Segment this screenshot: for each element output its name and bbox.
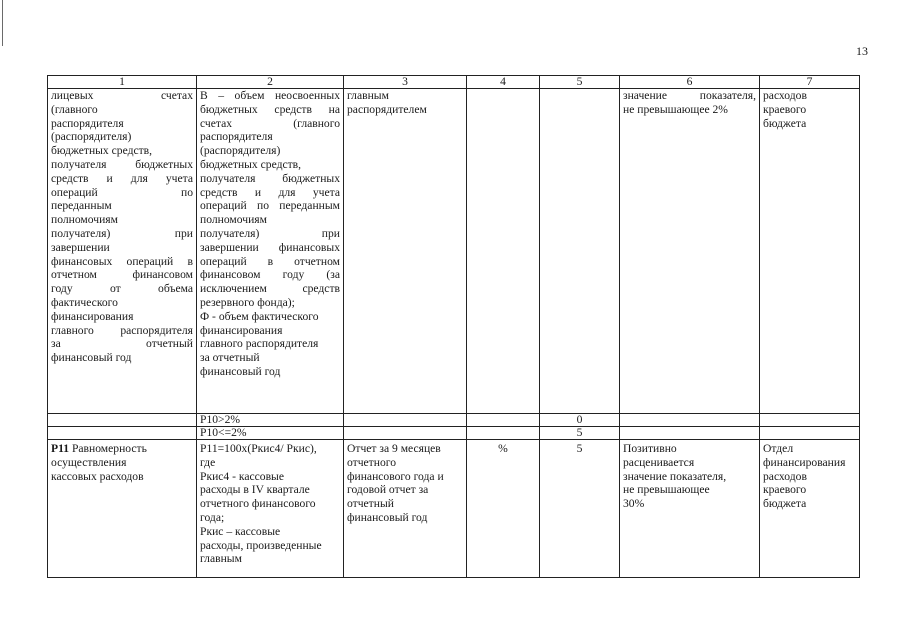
empty-cell	[48, 427, 197, 440]
text-line: средств и для учета	[200, 185, 340, 199]
line-group	[200, 89, 340, 379]
text-line: полномочиям	[200, 213, 267, 227]
source-cell	[344, 440, 467, 578]
responsible-cell	[760, 440, 860, 578]
text-line: отчетном финансовом	[51, 268, 193, 282]
header-cell: 1	[48, 76, 197, 89]
source-cell	[344, 89, 467, 414]
text-line: отчетный	[347, 497, 394, 511]
header-cell: 3	[344, 76, 467, 89]
text-line: исключением средств	[200, 282, 340, 296]
unit-cell	[467, 89, 540, 414]
table-row	[48, 89, 860, 414]
text-line: где	[200, 455, 216, 469]
text-line: расходы, произведенные	[200, 538, 322, 552]
text-line: Отдел	[763, 442, 794, 455]
score-cell: 0	[540, 414, 620, 427]
text-line: за отчетный	[51, 337, 193, 351]
text-line: получателя) при	[51, 226, 193, 240]
text-line: В – объем неосвоенных	[200, 89, 340, 102]
text-line: операций по	[51, 185, 193, 199]
text-line: за отчетный	[200, 351, 260, 365]
text-line: получателя бюджетных	[51, 157, 193, 171]
header-cell: 2	[197, 76, 344, 89]
text-line: финансирования	[763, 455, 846, 469]
text-line: распорядителем	[347, 102, 427, 116]
text-line: (главного	[51, 102, 98, 116]
empty-cell	[620, 414, 760, 427]
empty-cell	[467, 414, 540, 427]
text-line: финансовом году (за	[200, 268, 340, 282]
text-line: значение показателя,	[623, 89, 756, 102]
text-line: Р11=100х(Ркис4/ Ркис),	[200, 442, 317, 455]
text-line: средств и для учета	[51, 171, 193, 185]
text-line: завершении	[51, 240, 110, 254]
table-row	[48, 427, 860, 440]
text-line: бюджетных средств,	[200, 157, 302, 171]
text-line: не превышающее 2%	[623, 102, 728, 116]
indicator-name: Равномерность	[69, 442, 147, 455]
text-line: расходы в IV квартале	[200, 483, 310, 497]
text-line: 30%	[623, 497, 645, 511]
text-line: финансирования	[51, 309, 134, 323]
text-line: году от объема	[51, 282, 193, 296]
text-line: счетах (главного	[200, 116, 340, 130]
empty-cell	[344, 427, 467, 440]
indicator-description-cell	[48, 89, 197, 414]
text-line: отчетного	[347, 455, 397, 469]
text-line: расходов	[763, 89, 807, 102]
scan-edge-line	[2, 0, 3, 46]
score-cell: 5	[540, 440, 620, 578]
text-line: Ф - объем фактического	[200, 309, 319, 323]
text-line: финансовый год	[200, 364, 281, 378]
text-line: бюджета	[763, 116, 807, 130]
text-line: Ркис – кассовые	[200, 524, 281, 538]
text-line: Ркис4 - кассовые	[200, 469, 284, 483]
indicator-code: Р11	[51, 442, 70, 455]
score-cell	[540, 89, 620, 414]
empty-cell	[760, 427, 860, 440]
text-line: Отчет за 9 месяцев	[347, 442, 441, 455]
text-line: кассовых расходов	[51, 469, 144, 483]
text-line: главного распорядителя	[200, 337, 319, 351]
responsible-cell	[760, 89, 860, 414]
table-row	[48, 440, 860, 578]
text-line: расходов	[763, 469, 807, 483]
text-line: фактического	[51, 295, 118, 309]
empty-cell	[467, 427, 540, 440]
unit-cell: %	[467, 440, 540, 578]
text-line: значение показателя,	[623, 469, 727, 483]
formula-cell	[197, 89, 344, 414]
line-group	[623, 442, 756, 511]
text-line: лицевых счетах	[51, 89, 193, 102]
formula-cell	[197, 440, 344, 578]
text-line: главного распорядителя	[51, 323, 193, 337]
text-line: распорядителя	[51, 116, 124, 130]
header-cell: 6	[620, 76, 760, 89]
text-line: главным	[200, 552, 242, 566]
text-line: резервного фонда);	[200, 295, 295, 309]
text-line: бюджетных средств на	[200, 102, 340, 116]
text-line: не превышающее	[623, 483, 710, 497]
line-group	[763, 442, 856, 511]
text-line: бюджетных средств,	[51, 144, 153, 158]
text-line: финансовый год	[51, 351, 132, 365]
text-line	[51, 442, 193, 456]
page-number: 13	[856, 44, 868, 58]
text-line: переданным	[51, 199, 112, 213]
indicator-description-cell	[48, 440, 197, 578]
note-cell	[620, 89, 760, 414]
table-header-row	[48, 76, 860, 89]
empty-cell	[620, 427, 760, 440]
text-line: года;	[200, 510, 225, 524]
note-cell	[620, 440, 760, 578]
text-line: годовой отчет за	[347, 483, 429, 497]
text-line: расценивается	[623, 455, 695, 469]
text-line: краевого	[763, 483, 807, 497]
text-line: финансовых операций в	[51, 254, 193, 268]
text-line: завершении финансовых	[200, 240, 340, 254]
text-line: распорядителя	[200, 130, 273, 144]
text-line: бюджета	[763, 497, 807, 511]
text-line: финансовый год	[347, 510, 428, 524]
text-line: краевого	[763, 102, 807, 116]
text-line: Позитивно	[623, 442, 677, 455]
line-group	[200, 442, 340, 566]
text-line: полномочиям	[51, 213, 118, 227]
header-cell: 4	[467, 76, 540, 89]
table-row	[48, 414, 860, 427]
text-line: получателя) при	[200, 226, 340, 240]
text-line: главным	[347, 89, 389, 102]
text-line: операций в отчетном	[200, 254, 340, 268]
line-group	[347, 442, 463, 525]
text-line: (распорядителя)	[200, 144, 281, 158]
text-line: финансового года и	[347, 469, 444, 483]
line-group	[51, 89, 193, 365]
header-cell: 7	[760, 76, 860, 89]
text-line: осуществления	[51, 455, 127, 469]
formula-cell: Р10>2%	[197, 414, 344, 427]
score-cell: 5	[540, 427, 620, 440]
text-line: операций по переданным	[200, 199, 340, 213]
indicator-table	[47, 75, 860, 578]
text-line: получателя бюджетных	[200, 171, 340, 185]
text-line: финансирования	[200, 323, 283, 337]
text-line: (распорядителя)	[51, 130, 132, 144]
empty-cell	[760, 414, 860, 427]
formula-cell: Р10<=2%	[197, 427, 344, 440]
empty-cell	[344, 414, 467, 427]
empty-cell	[48, 414, 197, 427]
text-line: отчетного финансового	[200, 497, 316, 511]
header-cell: 5	[540, 76, 620, 89]
